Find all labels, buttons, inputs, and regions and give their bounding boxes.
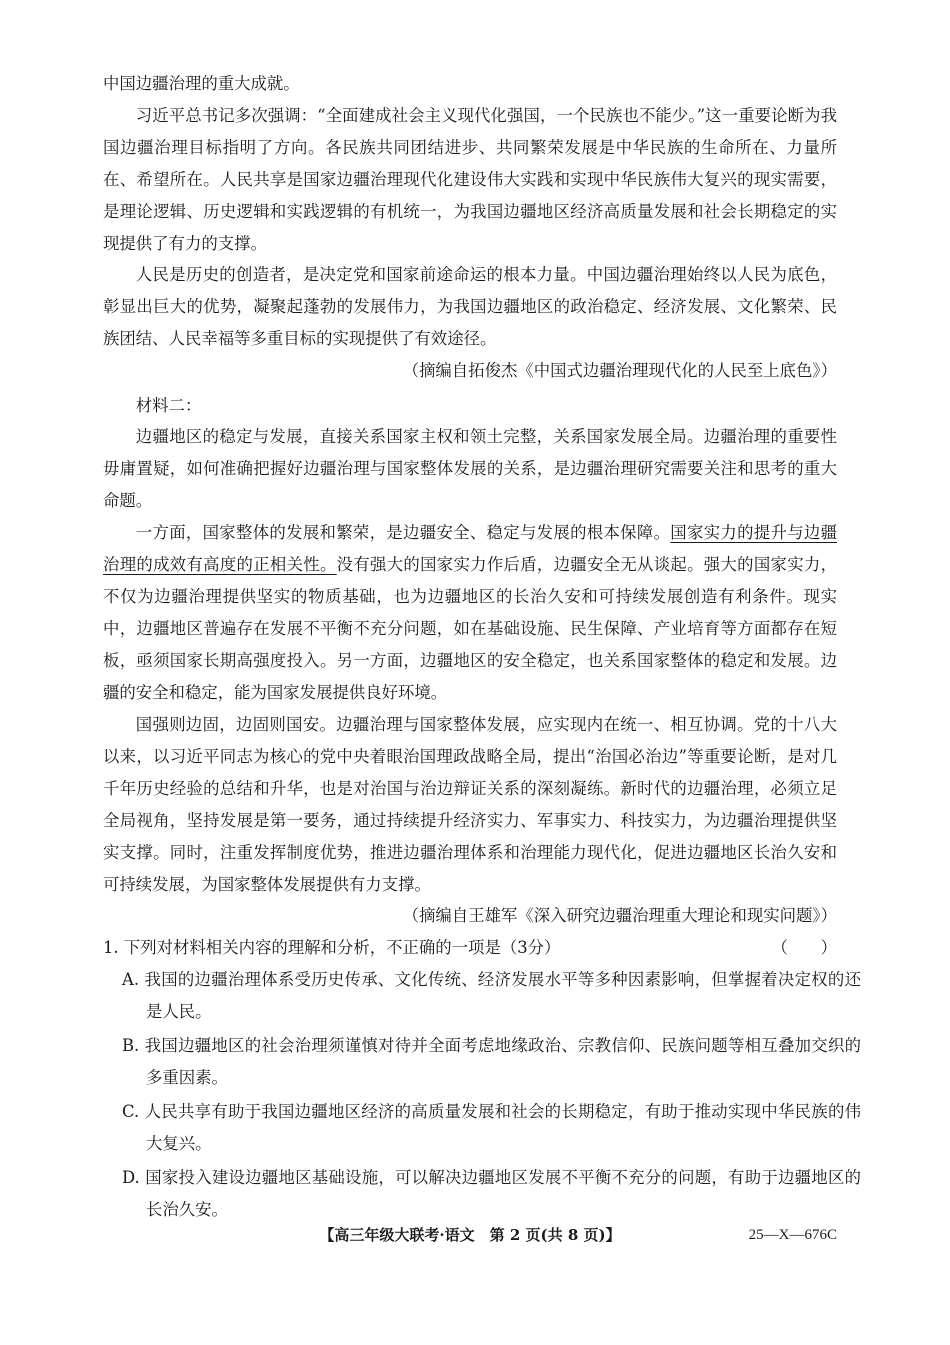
page-footer <box>103 1223 837 1247</box>
option-b: B. 我国边疆地区的社会治理须谨慎对待并全面考虑地缘政治、宗教信仰、民族问题等相互叠加交织的多重因素。 <box>122 1036 861 1087</box>
question-1-text: 1. 下列对材料相关内容的理解和分析，不正确的一项是（3分） <box>103 938 561 957</box>
intro-tail-paragraph: 中国边疆治理的重大成就。 <box>103 74 300 93</box>
material-two-paragraph-2 <box>103 517 837 708</box>
footer-page-info: 【高三年级大联考·语文 第 2 页(共 8 页)】 <box>319 1226 621 1244</box>
paragraph-2-rest: 没有强大的国家实力作后盾，边疆安全无从谈起。强大的国家实力，不仅为边疆治理提供坚实的物质基础，也为边疆地区的长治久安和可持续发展创造有利条件。现实中，边疆地区普遍存在发展不平衡不充分问题，如在基础设施、民生保障、产业培育等方面都存在短板，亟须国家长期高强度投入。另一方面，边疆地区的安全稳定，也关系国家整体的稳定和发展。边疆的安全和稳定，能为国家发展提供良好环境。 <box>103 554 837 702</box>
question-1-stem <box>103 932 837 964</box>
option-a: A. 我国的边疆治理体系受历史传承、文化传统、经济发展水平等多种因素影响，但掌握着决定权的还是人民。 <box>122 970 861 1021</box>
material-one-paragraph-2: 人民是历史的创造者，是决定党和国家前途命运的根本力量。中国边疆治理始终以人民为底色，彰显出巨大的优势，凝聚起蓬勃的发展伟力，为我国边疆地区的政治稳定、经济发展、文化繁荣、民族团结、人民幸福等多重目标的实现提供了有效途径。 <box>103 265 837 348</box>
answer-blank: （ ） <box>771 938 837 957</box>
footer-exam-code: 25—X—676C <box>748 1227 837 1243</box>
paragraph-2-lead: 一方面，国家整体的发展和繁荣，是边疆安全、稳定与发展的根本保障。 <box>135 523 671 542</box>
material-two-title: 材料二： <box>135 396 202 415</box>
material-two-source: （摘编自王雄军《深入研究边疆治理重大理论和现实问题》） <box>402 906 837 925</box>
option-c: C. 人民共享有助于我国边疆地区经济的高质量发展和社会的长期稳定，有助于推动实现中华民族的伟大复兴。 <box>122 1102 861 1153</box>
material-one-paragraph-1: 习近平总书记多次强调：“全面建成社会主义现代化强国，一个民族也不能少。”这一重要论断为我国边疆治理目标指明了方向。各民族共同团结进步、共同繁荣发展是中华民族的生命所在、力量所在、希望所在。人民共享是国家边疆治理现代化建设伟大实践和实现中华民族伟大复兴的现实需要，是理论逻辑、历史逻辑和实践逻辑的有机统一，为我国边疆地区经济高质量发展和社会长期稳定的实现提供了有力的支撑。 <box>103 106 837 253</box>
material-two-paragraph-3: 国强则边固，边固则国安。边疆治理与国家整体发展，应实现内在统一、相互协调。党的十八大以来，以习近平同志为核心的党中央着眼治国理政战略全局，提出“治国必治边”等重要论断，是对几千年历史经验的总结和升华，也是对治国与治边辩证关系的深刻凝练。新时代的边疆治理，必须立足全局视角，坚持发展是第一要务，通过持续提升经济实力、军事实力、科技实力，为边疆治理提供坚实支撑。同时，注重发挥制度优势，推进边疆治理体系和治理能力现代化，促进边疆地区长治久安和可持续发展，为国家整体发展提供有力支撑。 <box>103 715 837 894</box>
material-two-paragraph-1: 边疆地区的稳定与发展，直接关系国家主权和领土完整，关系国家发展全局。边疆治理的重要性毋庸置疑，如何准确把握好边疆治理与国家整体发展的关系，是边疆治理研究需要关注和思考的重大命题。 <box>103 427 837 510</box>
material-one-source: （摘编自拓俊杰《中国式边疆治理现代化的人民至上底色》） <box>402 361 837 380</box>
option-d: D. 国家投入建设边疆地区基础设施，可以解决边疆地区发展不平衡不充分的问题，有助于边疆地区的长治久安。 <box>122 1168 861 1219</box>
underlined-sentence: 国家实力的提升与边疆治理的成效有高度的正相关性。 <box>103 523 838 574</box>
